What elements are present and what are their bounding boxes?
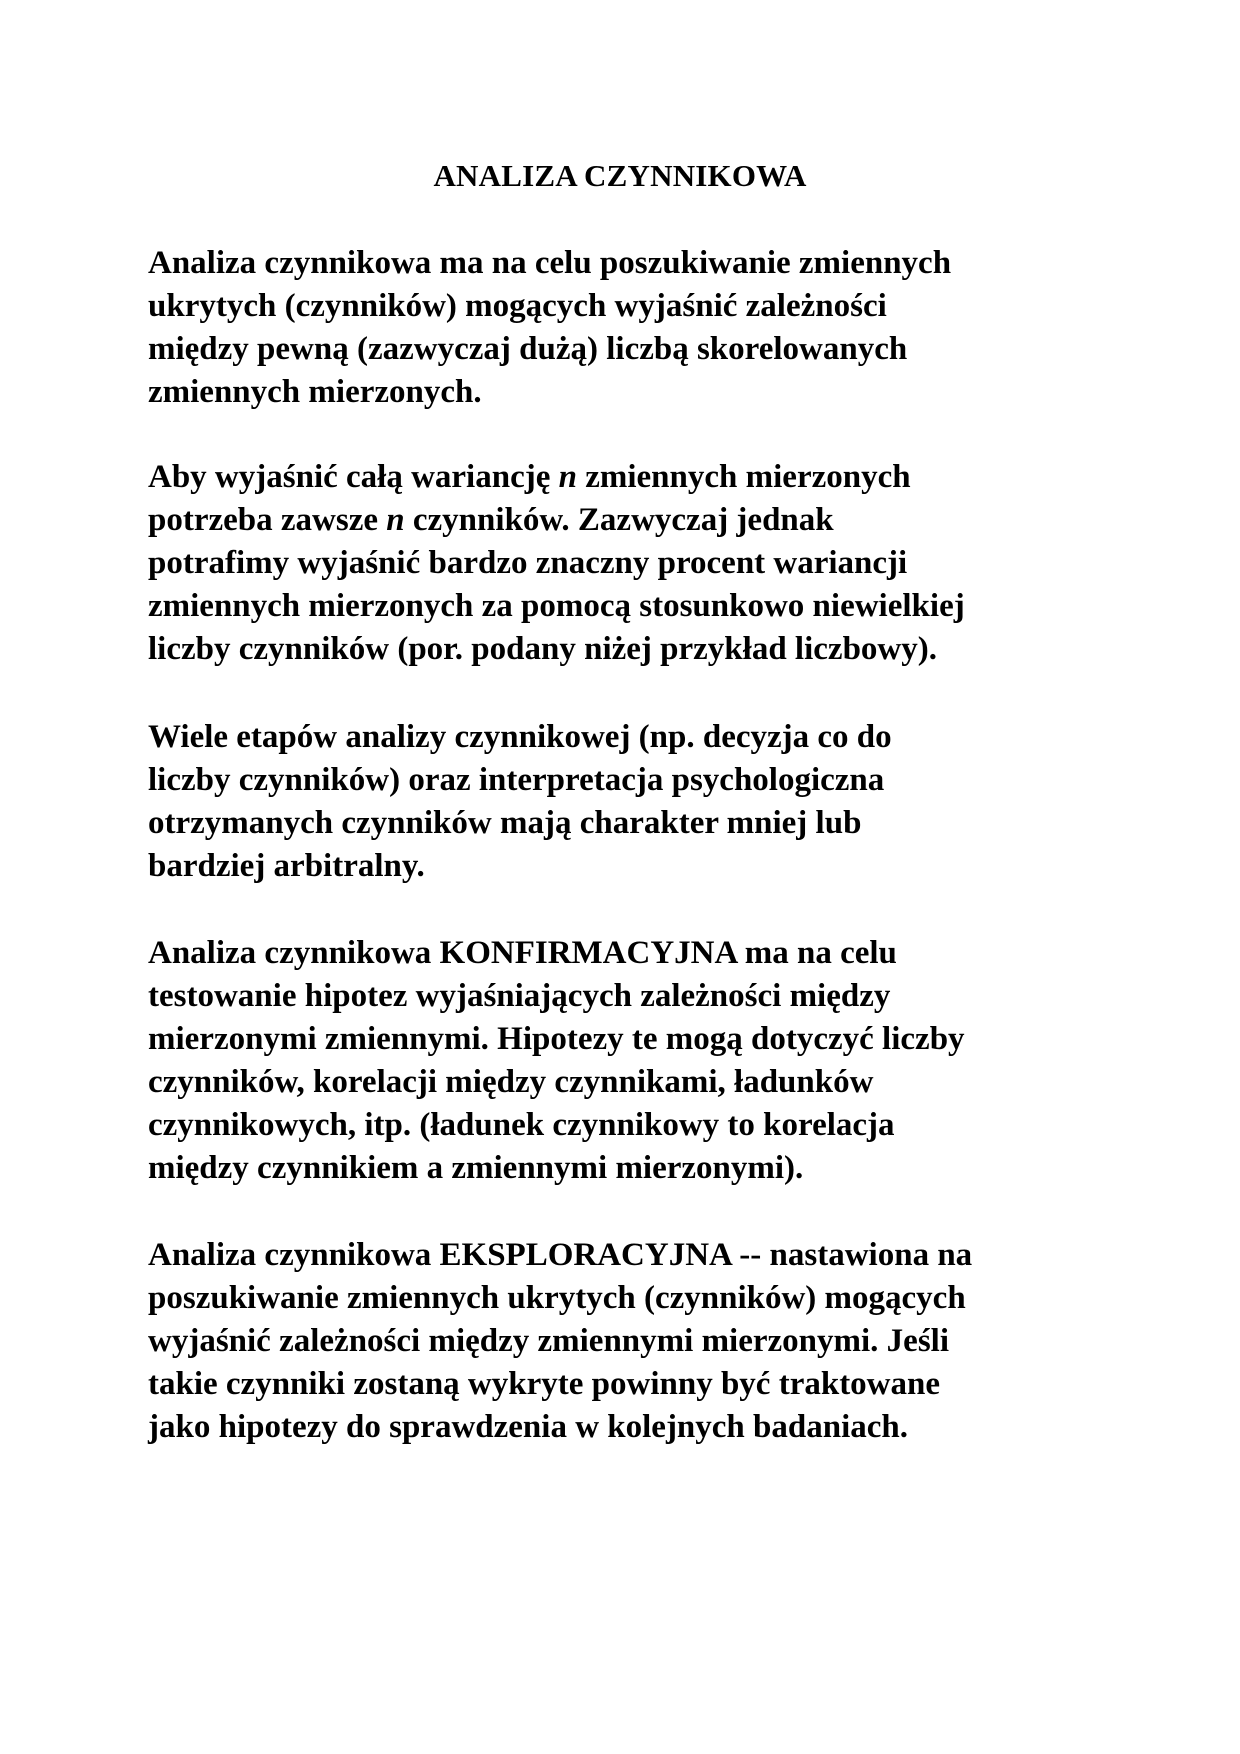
paragraph-line: liczby czynników) oraz interpretacja psychologiczna [148,762,885,798]
paragraph-line: wyjaśnić zależności między zmiennymi mierzonymi. Jeśli [148,1323,950,1359]
paragraph-line: ukrytych (czynników) mogących wyjaśnić zależności [148,288,887,324]
text-run: czynników. Zazwyczaj jednak [404,502,834,538]
paragraph-stages [148,716,1108,888]
paragraph-line: Analiza czynnikowa EKSPLORACYJNA -- nastawiona na [148,1237,973,1273]
paragraph-line: takie czynniki zostaną wykryte powinny być traktowane [148,1366,941,1402]
paragraph-line: między pewną (zazwyczaj dużą) liczbą skorelowanych [148,331,908,367]
paragraph-line: poszukiwanie zmiennych ukrytych (czynników) mogących [148,1280,966,1316]
paragraph-line: czynników, korelacji między czynnikami, ładunków [148,1064,874,1100]
document-title: ANALIZA CZYNNIKOWA [433,158,807,193]
text-run: zmiennych mierzonych [576,459,911,495]
paragraph-line: testowanie hipotez wyjaśniających zależności między [148,978,891,1014]
paragraph-intro [148,242,1108,414]
paragraph-line: mierzonymi zmiennymi. Hipotezy te mogą dotyczyć liczby [148,1021,965,1057]
text-run: potrzeba zawsze [148,502,387,538]
italic-variable-n: n [558,459,577,495]
paragraph-line: otrzymanych czynników mają charakter mniej lub [148,805,862,841]
paragraph-line: potrafimy wyjaśnić bardzo znaczny procent wariancji [148,545,908,581]
paragraph-exploratory [148,1234,1108,1449]
paragraph-line: Analiza czynnikowa KONFIRMACYJNA ma na celu [148,935,897,971]
paragraph-variance [148,456,1108,671]
paragraph-line: czynnikowych, itp. (ładunek czynnikowy to korelacja [148,1107,895,1143]
italic-variable-n: n [386,502,405,538]
paragraph-line [148,499,1108,542]
paragraph-confirmatory [148,932,1108,1190]
paragraph-line: między czynnikiem a zmiennymi mierzonymi). [148,1150,804,1186]
paragraph-line: zmiennych mierzonych. [148,374,482,410]
paragraph-line: jako hipotezy do sprawdzenia w kolejnych badaniach. [148,1409,909,1445]
paragraph-line: liczby czynników (por. podany niżej przykład liczbowy). [148,631,937,667]
text-run: Aby wyjaśnić całą wariancję [148,459,559,495]
paragraph-line: bardziej arbitralny. [148,848,425,884]
paragraph-line: Wiele etapów analizy czynnikowej (np. decyzja co do [148,719,892,755]
paragraph-line: Analiza czynnikowa ma na celu poszukiwanie zmiennych [148,245,952,281]
paragraph-line [148,456,1108,499]
paragraph-line: zmiennych mierzonych za pomocą stosunkowo niewielkiej [148,588,965,624]
